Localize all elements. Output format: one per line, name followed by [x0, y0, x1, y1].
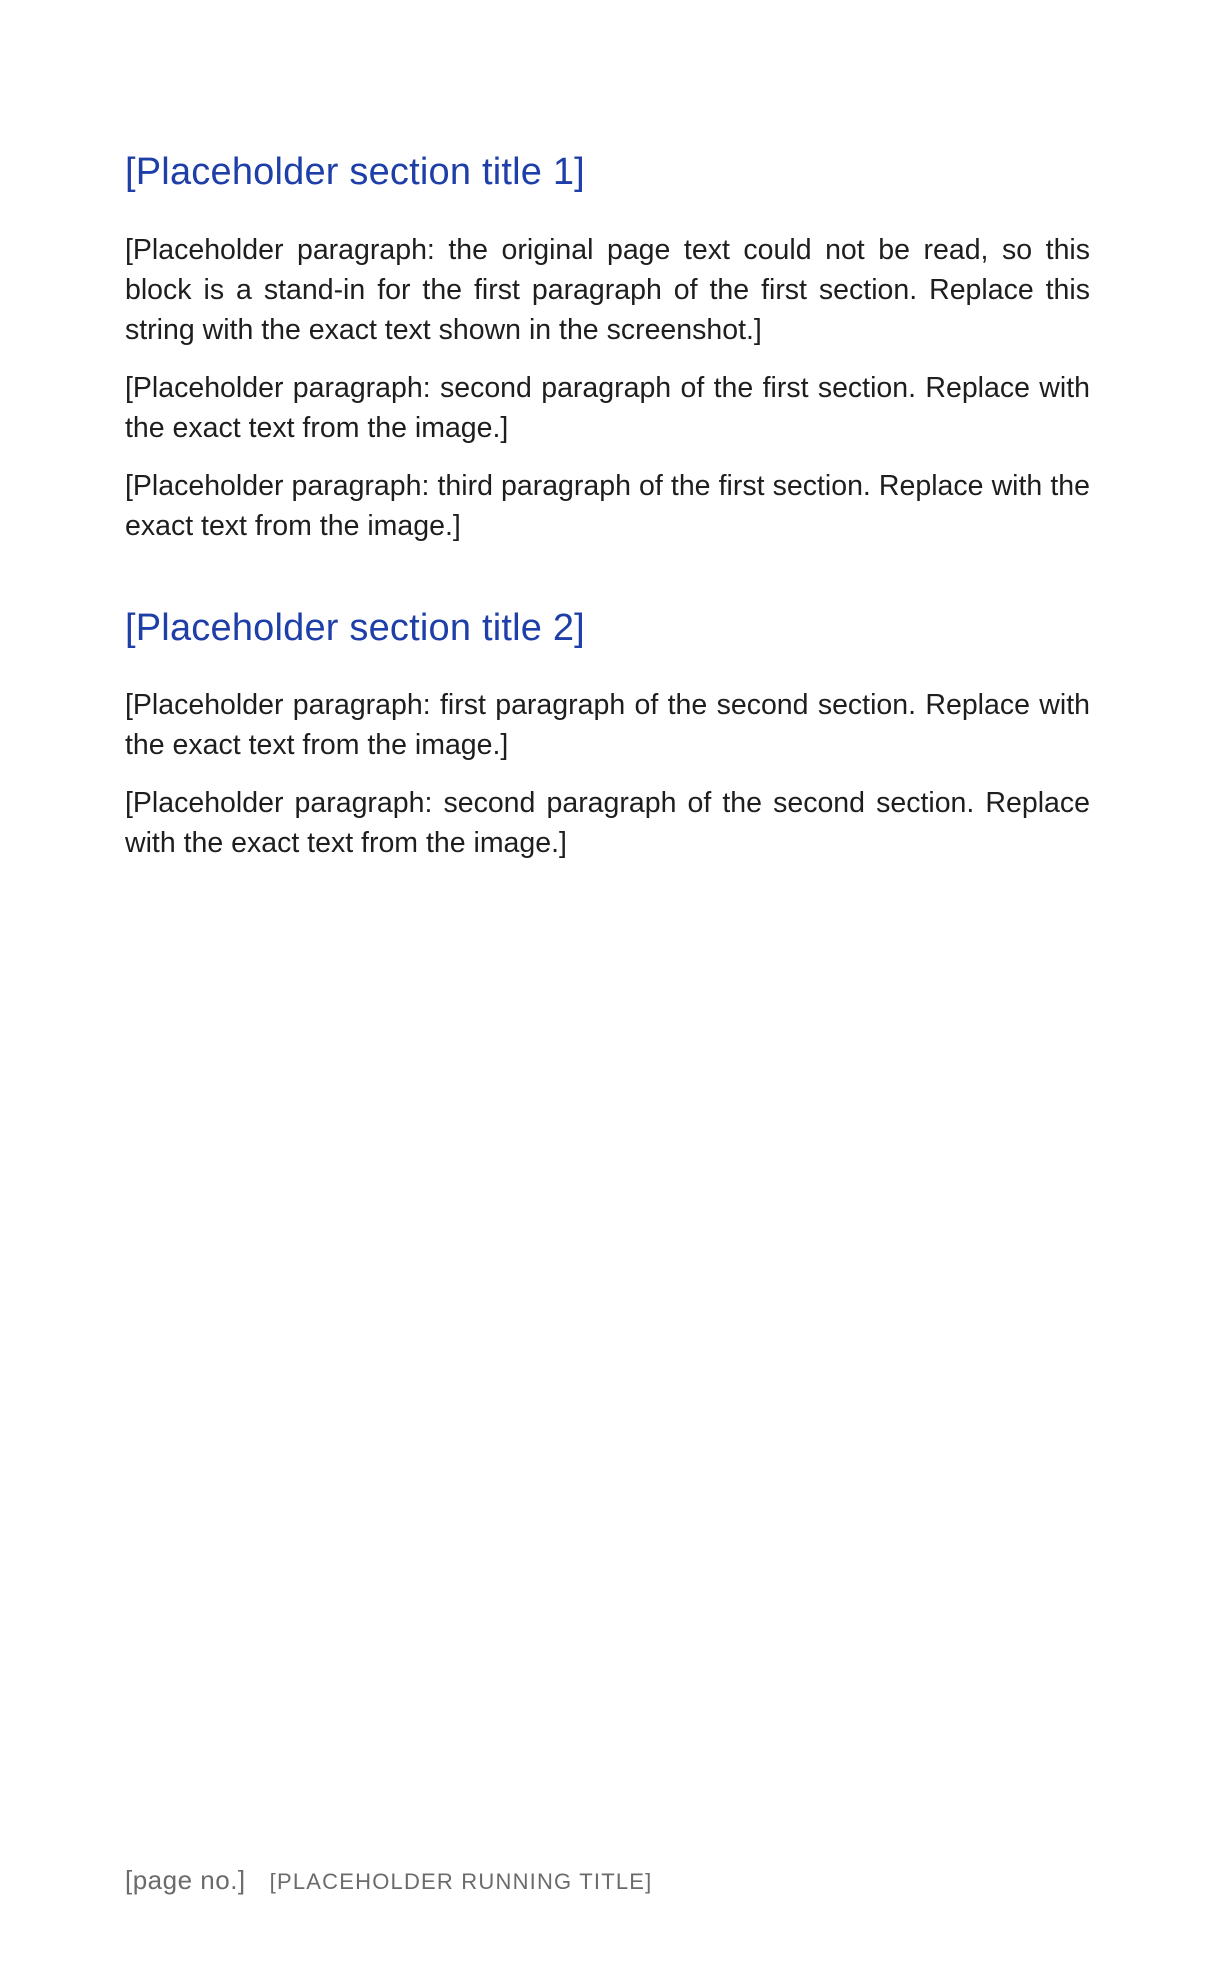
body-paragraph: [Placeholder paragraph: second paragraph of the first section. Replace with the exact text from the image.] [125, 371, 1090, 444]
section-why-mission-matters [125, 606, 1090, 864]
body-paragraph: [Placeholder paragraph: third paragraph of the first section. Replace with the exact text from the image.] [125, 469, 1090, 542]
section-title: [Placeholder section title 2] [125, 606, 585, 649]
body-paragraph: [Placeholder paragraph: the original page text could not be read, so this block is a stand-in for the first paragraph of the first section. Replace this string with the exact text shown in the screenshot.] [125, 233, 1090, 346]
body-paragraph: [Placeholder paragraph: first paragraph of the second section. Replace with the exact text from the image.] [125, 689, 1090, 762]
section-title: [Placeholder section title 1] [125, 151, 585, 193]
body-paragraph: [Placeholder paragraph: second paragraph of the second section. Replace with the exact text from the image.] [125, 787, 1090, 860]
section-mission-definition [125, 150, 1090, 546]
running-title: [PLACEHOLDER RUNNING TITLE] [269, 1869, 653, 1894]
page-footer [125, 1865, 653, 1896]
page-number: [page no.] [125, 1865, 246, 1895]
